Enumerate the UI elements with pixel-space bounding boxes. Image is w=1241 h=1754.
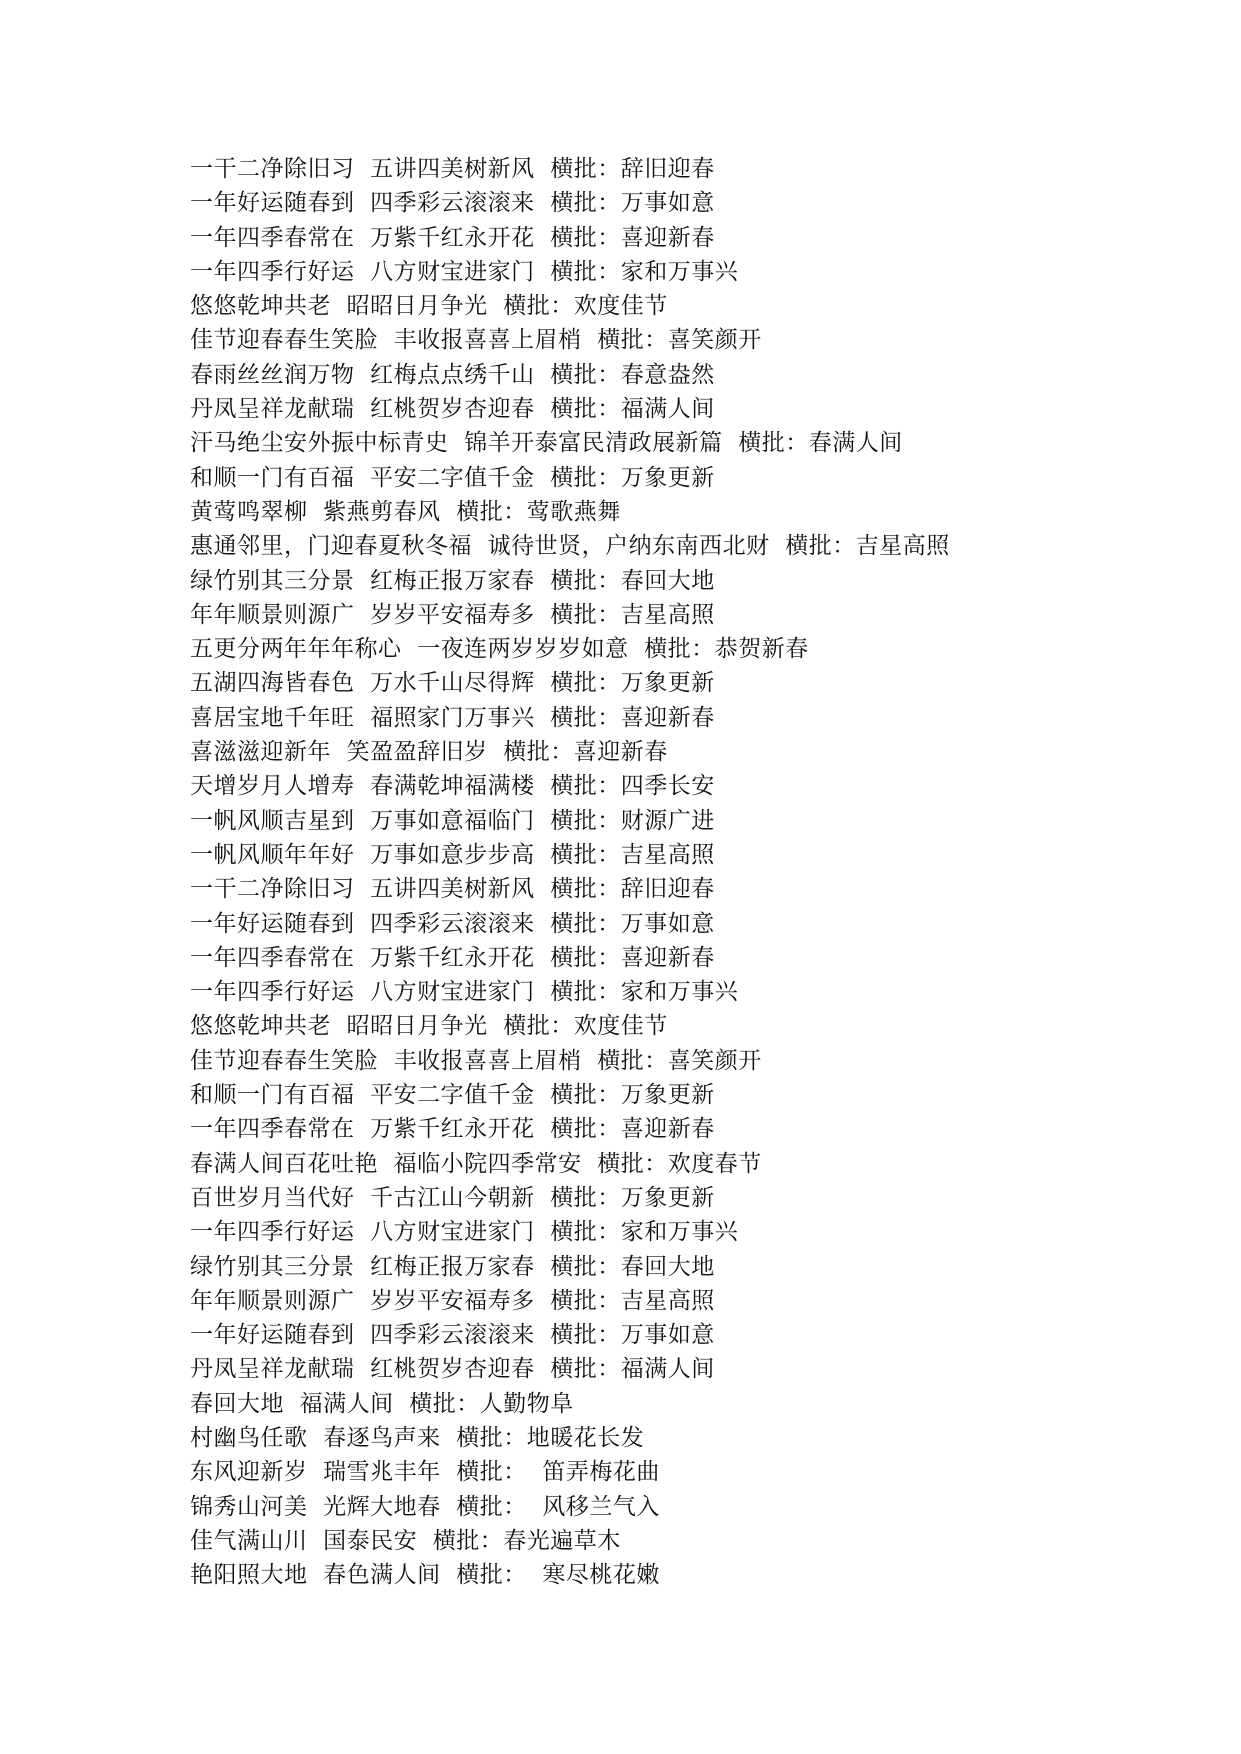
couplet-line: 春回大地 福满人间 横批：人勤物阜 <box>190 1390 574 1417</box>
couplet-line: 年年顺景则源广 岁岁平安福寿多 横批：吉星高照 <box>190 601 715 628</box>
couplet-line: 丹凤呈祥龙献瑞 红桃贺岁杏迎春 横批：福满人间 <box>190 1356 715 1383</box>
couplet-line: 一帆风顺年年好 万事如意步步高 横批：吉星高照 <box>190 841 715 868</box>
couplet-line: 丹凤呈祥龙献瑞 红桃贺岁杏迎春 横批：福满人间 <box>190 396 715 423</box>
couplet-line: 一年好运随春到 四季彩云滚滚来 横批：万事如意 <box>190 910 715 937</box>
couplet-line: 一年四季春常在 万紫千红永开花 横批：喜迎新春 <box>190 944 715 971</box>
couplet-line: 佳节迎春春生笑脸 丰收报喜喜上眉梢 横批：喜笑颜开 <box>190 1047 762 1074</box>
couplet-line: 一帆风顺吉星到 万事如意福临门 横批：财源广进 <box>190 807 715 834</box>
couplet-line: 五更分两年年年称心 一夜连两岁岁岁如意 横批：恭贺新春 <box>190 636 809 663</box>
couplet-line: 佳节迎春春生笑脸 丰收报喜喜上眉梢 横批：喜笑颜开 <box>190 327 762 354</box>
couplet-line: 东风迎新岁 瑞雪兆丰年 横批： 笛弄梅花曲 <box>190 1459 660 1486</box>
couplet-line: 一干二净除旧习 五讲四美树新风 横批：辞旧迎春 <box>190 876 715 903</box>
couplet-line: 一年好运随春到 四季彩云滚滚来 横批：万事如意 <box>190 190 715 217</box>
couplet-line: 一干二净除旧习 五讲四美树新风 横批：辞旧迎春 <box>190 156 715 182</box>
couplet-line: 年年顺景则源广 岁岁平安福寿多 横批：吉星高照 <box>190 1287 715 1314</box>
couplet-line: 一年四季行好运 八方财宝进家门 横批：家和万事兴 <box>190 979 739 1006</box>
couplet-line: 春满人间百花吐艳 福临小院四季常安 横批：欢度春节 <box>190 1150 762 1177</box>
couplet-line: 天增岁月人增寿 春满乾坤福满楼 横批：四季长安 <box>190 773 715 800</box>
couplet-line: 一年四季春常在 万紫千红永开花 横批：喜迎新春 <box>190 224 715 251</box>
couplet-line: 百世岁月当代好 千古江山今朝新 横批：万象更新 <box>190 1184 715 1211</box>
couplet-line: 绿竹别其三分景 红梅正报万家春 横批：春回大地 <box>190 567 715 594</box>
couplet-line: 惠通邻里，门迎春夏秋冬福 诚待世贤，户纳东南西北财 横批：吉星高照 <box>190 533 950 560</box>
couplet-line: 悠悠乾坤共老 昭昭日月争光 横批：欢度佳节 <box>190 1013 668 1040</box>
couplet-line: 一年好运随春到 四季彩云滚滚来 横批：万事如意 <box>190 1322 715 1349</box>
couplet-line: 艳阳照大地 春色满人间 横批： 寒尽桃花嫩 <box>190 1562 660 1589</box>
couplet-line: 春雨丝丝润万物 红梅点点绣千山 横批：春意盎然 <box>190 361 715 388</box>
couplet-line: 佳气满山川 国泰民安 横批：春光遍草木 <box>190 1527 621 1554</box>
couplet-line: 一年四季春常在 万紫千红永开花 横批：喜迎新春 <box>190 1116 715 1143</box>
couplet-line: 黄莺鸣翠柳 紫燕剪春风 横批：莺歌燕舞 <box>190 498 621 525</box>
couplet-line: 和顺一门有百福 平安二字值千金 横批：万象更新 <box>190 1082 715 1109</box>
couplet-line: 村幽鸟任歌 春逐鸟声来 横批：地暖花长发 <box>190 1424 645 1451</box>
couplet-line: 汗马绝尘安外振中标青史 锦羊开泰富民清政展新篇 横批：春满人间 <box>190 430 903 457</box>
couplet-line: 五湖四海皆春色 万水千山尽得辉 横批：万象更新 <box>190 670 715 697</box>
couplet-line: 一年四季行好运 八方财宝进家门 横批：家和万事兴 <box>190 1219 739 1246</box>
couplet-line: 绿竹别其三分景 红梅正报万家春 横批：春回大地 <box>190 1253 715 1280</box>
couplet-line: 喜滋滋迎新年 笑盈盈辞旧岁 横批：喜迎新春 <box>190 739 668 766</box>
couplet-line: 锦秀山河美 光辉大地春 横批： 风移兰气入 <box>190 1493 660 1520</box>
couplet-list <box>190 152 950 1592</box>
couplet-line: 悠悠乾坤共老 昭昭日月争光 横批：欢度佳节 <box>190 293 668 320</box>
couplet-line: 喜居宝地千年旺 福照家门万事兴 横批：喜迎新春 <box>190 704 715 731</box>
couplet-line: 一年四季行好运 八方财宝进家门 横批：家和万事兴 <box>190 258 739 285</box>
couplet-line: 和顺一门有百福 平安二字值千金 横批：万象更新 <box>190 464 715 491</box>
